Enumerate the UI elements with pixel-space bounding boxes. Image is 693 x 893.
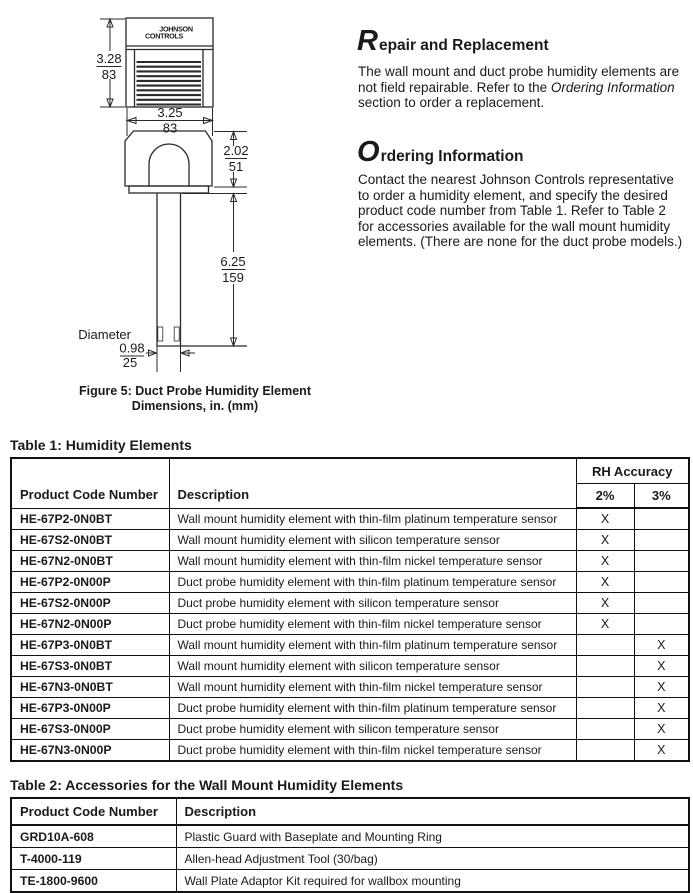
- figure-caption-line2: Dimensions, in. (mm): [131, 399, 259, 413]
- paragraph-line: to order a humidity element, and specify the desired: [358, 187, 668, 203]
- mounting-cap: [125, 131, 212, 193]
- table-row: [11, 848, 689, 870]
- dim-width-in: 3.25: [157, 105, 183, 120]
- product-code: HE-67P3-0N00P: [11, 697, 169, 718]
- italic-reference: Ordering Information: [550, 79, 675, 95]
- ordering-information-heading: [357, 138, 524, 167]
- product-code: HE-67N2-0N0BT: [11, 550, 169, 571]
- rh-3pct-mark: X: [634, 718, 689, 739]
- repair-replacement-heading: [357, 27, 549, 56]
- rh-2pct-mark: X: [576, 550, 634, 571]
- rh-3pct-mark: X: [634, 697, 689, 718]
- humidity-elements-table: [10, 457, 690, 762]
- sensor-slot-right: [174, 327, 179, 341]
- rh-2pct-mark: [576, 676, 634, 697]
- table2-block: [10, 777, 690, 893]
- product-description: Wall mount humidity element with thin-film platinum temperature sensor: [169, 508, 576, 529]
- col-header-3pct: 3%: [634, 484, 689, 509]
- product-description: Duct probe humidity element with thin-film nickel temperature sensor: [169, 613, 576, 634]
- heading-dropcap: R: [357, 25, 378, 57]
- dim-diameter-mm: 25: [122, 355, 138, 370]
- table1-title: Table 1: Humidity Elements: [10, 437, 192, 453]
- product-description: Wall mount humidity element with thin-film platinum temperature sensor: [169, 634, 576, 655]
- rh-3pct-mark: [634, 508, 689, 529]
- figure-caption-line1: Figure 5: Duct Probe Humidity Element: [79, 384, 311, 398]
- rh-3pct-mark: X: [634, 634, 689, 655]
- table-row: [11, 676, 689, 697]
- table-row: [11, 550, 689, 571]
- rh-3pct-mark: [634, 550, 689, 571]
- table-row: [11, 571, 689, 592]
- product-code: TE-1800-9600: [11, 870, 176, 893]
- product-description: Duct probe humidity element with thin-film platinum temperature sensor: [169, 697, 576, 718]
- dim-height-mm: 83: [101, 67, 117, 82]
- rh-2pct-mark: X: [576, 508, 634, 529]
- dim-probe-in: 6.25: [220, 254, 246, 269]
- table-row: [11, 655, 689, 676]
- product-code: HE-67P3-0N0BT: [11, 634, 169, 655]
- product-code: T-4000-119: [11, 848, 176, 870]
- dim-cap-mm: 51: [228, 159, 244, 174]
- product-description: Plastic Guard with Baseplate and Mounting Ring: [176, 825, 689, 848]
- rh-2pct-mark: [576, 655, 634, 676]
- rh-3pct-mark: X: [634, 676, 689, 697]
- paragraph-line: elements. (There are none for the duct probe models.): [358, 234, 683, 250]
- rh-2pct-mark: X: [576, 571, 634, 592]
- repair-replacement-paragraph: [358, 64, 693, 111]
- product-description: Duct probe humidity element with thin-film nickel temperature sensor: [169, 739, 576, 761]
- product-description: Duct probe humidity element with silicon temperature sensor: [169, 592, 576, 613]
- paragraph-line: [358, 80, 693, 96]
- heading-text: epair and Replacement: [378, 37, 549, 54]
- table-row: [11, 739, 689, 761]
- table-row: [11, 718, 689, 739]
- product-code: HE-67N3-0N0BT: [11, 676, 169, 697]
- accessories-table: [10, 797, 690, 893]
- product-code: HE-67N3-0N00P: [11, 739, 169, 761]
- rh-2pct-mark: X: [576, 592, 634, 613]
- product-code: HE-67N2-0N00P: [11, 613, 169, 634]
- figure-caption: [45, 384, 345, 414]
- heading-dropcap: O: [357, 136, 380, 168]
- col-header-description: Description: [169, 458, 576, 508]
- product-code: HE-67P2-0N00P: [11, 571, 169, 592]
- col-header-rh-accuracy: RH Accuracy: [576, 458, 689, 484]
- table-row: [11, 870, 689, 893]
- col-header-product-code: Product Code Number: [11, 458, 169, 508]
- table2-title: Table 2: Accessories for the Wall Mount Humidity Elements: [10, 777, 404, 793]
- table2-header-row: [11, 798, 689, 825]
- rh-2pct-mark: [576, 739, 634, 761]
- housing-louvers: [137, 62, 202, 105]
- table-row: [11, 825, 689, 848]
- rh-3pct-mark: [634, 592, 689, 613]
- table-row: [11, 697, 689, 718]
- rh-3pct-mark: X: [634, 739, 689, 761]
- rh-2pct-mark: [576, 718, 634, 739]
- dim-diameter-in: 0.98: [119, 340, 145, 356]
- table-row: [11, 508, 689, 529]
- johnson-controls-logo-line1: JOHNSON: [159, 24, 193, 34]
- product-description: Allen-head Adjustment Tool (30/bag): [176, 848, 689, 870]
- product-description: Duct probe humidity element with silicon temperature sensor: [169, 718, 576, 739]
- col-header-2pct: 2%: [576, 484, 634, 509]
- paragraph-line: for accessories available for the wall mount humidity: [358, 218, 671, 234]
- product-description: Wall mount humidity element with thin-film nickel temperature sensor: [169, 676, 576, 697]
- paragraph-text: not field repairable. Refer to the: [358, 79, 551, 95]
- sensor-slot-left: [158, 327, 163, 341]
- rh-2pct-mark: X: [576, 613, 634, 634]
- rh-3pct-mark: X: [634, 655, 689, 676]
- rh-2pct-mark: [576, 697, 634, 718]
- dim-probe-mm: 159: [222, 270, 244, 285]
- johnson-controls-logo-line2: CONTROLS: [145, 31, 183, 41]
- product-description: Wall mount humidity element with silicon temperature sensor: [169, 529, 576, 550]
- product-description: Duct probe humidity element with thin-film platinum temperature sensor: [169, 571, 576, 592]
- rh-3pct-mark: [634, 571, 689, 592]
- ordering-information-paragraph: [358, 172, 693, 250]
- product-code: HE-67S2-0N0BT: [11, 529, 169, 550]
- table-row: [11, 613, 689, 634]
- product-description: Wall mount humidity element with thin-film nickel temperature sensor: [169, 550, 576, 571]
- rh-2pct-mark: X: [576, 529, 634, 550]
- col-header-product-code: Product Code Number: [11, 798, 176, 825]
- product-description: Wall mount humidity element with silicon temperature sensor: [169, 655, 576, 676]
- rh-3pct-mark: [634, 613, 689, 634]
- product-code: HE-67S3-0N00P: [11, 718, 169, 739]
- col-header-description: Description: [176, 798, 689, 825]
- paragraph-line: Contact the nearest Johnson Controls representative: [358, 172, 674, 187]
- table-row: [11, 529, 689, 550]
- dim-height-in: 3.28: [96, 51, 122, 66]
- heading-text: rdering Information: [380, 148, 524, 165]
- paragraph-line: product code number from Table 1. Refer to Table 2: [358, 203, 666, 219]
- dim-width-mm: 83: [162, 120, 178, 136]
- product-description: Wall Plate Adaptor Kit required for wallbox mounting: [176, 870, 689, 893]
- table-row: [11, 634, 689, 655]
- rh-2pct-mark: [576, 634, 634, 655]
- dim-cap-in: 2.02: [223, 143, 249, 158]
- table1-header-row1: [11, 458, 689, 484]
- paragraph-line: The wall mount and duct probe humidity elements are: [358, 64, 680, 79]
- product-code: HE-67P2-0N0BT: [11, 508, 169, 529]
- product-code: HE-67S3-0N0BT: [11, 655, 169, 676]
- rh-3pct-mark: [634, 529, 689, 550]
- table1-block: [10, 437, 690, 762]
- paragraph-line: section to order a replacement.: [358, 95, 545, 111]
- diameter-label: Diameter: [78, 327, 131, 342]
- product-code: GRD10A-608: [11, 825, 176, 848]
- table-row: [11, 592, 689, 613]
- product-code: HE-67S2-0N00P: [11, 592, 169, 613]
